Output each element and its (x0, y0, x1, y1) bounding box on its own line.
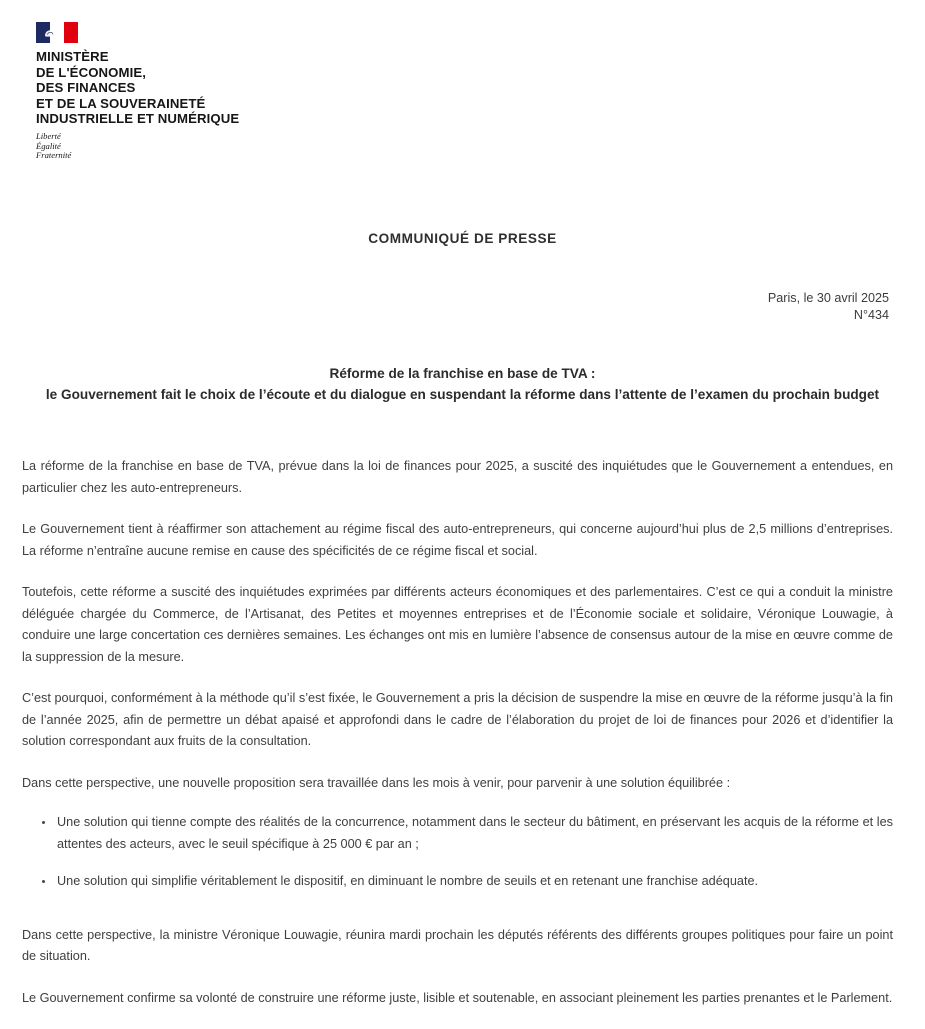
body-paragraph: C’est pourquoi, conformément à la méthode qu’il s’est fixée, le Gouvernement a pris la décision de suspendre la mise en œuvre de la réforme jusqu’à la fin de l’année 2025, afin de permettre un débat apaisé et approfondi dans le cadre de l’élaboration du projet de loi de finances pour 2026 et d’identifier la solution correspondant aux fruits de la consultation. (22, 691, 893, 748)
body-paragraph: Le Gouvernement tient à réaffirmer son attachement au régime fiscal des auto-entrepreneurs, qui concerne aujourd’hui plus de 2,5 millions d’entreprises. La réforme n’entraîne aucune remise en cause des spécificités de ce régime fiscal et social. (22, 522, 893, 558)
motto-line-liberte: Liberté (36, 130, 61, 141)
ministry-name-line: DES FINANCES (36, 80, 136, 96)
french-flag-logo (36, 22, 78, 43)
page-title (22, 363, 903, 405)
document-kicker: COMMUNIQUÉ DE PRESSE (368, 231, 557, 246)
body-paragraph: Toutefois, cette réforme a suscité des inquiétudes exprimées par différents acteurs économiques et des parlementaires. C’est ce qui a conduit la ministre déléguée chargée du Commerce, de l’Artisanat, des Petites et moyennes entreprises et de l’Économie sociale et solidaire, Véronique Louwagie, à conduire une large concertation ces dernières semaines. Les échanges ont mis en lumière l’absence de consensus autour de la mise en œuvre comme de la suppression de la mesure. (22, 585, 893, 664)
flag-band-red (64, 22, 78, 43)
solutions-list (22, 812, 893, 893)
body-paragraph: La réforme de la franchise en base de TVA, prévue dans la loi de finances pour 2025, a suscité des inquiétudes que le Gouvernement a entendues, en particulier chez les auto-entrepreneurs. (22, 459, 893, 495)
body-paragraph: Dans cette perspective, la ministre Véronique Louwagie, réunira mardi prochain les députés référents des différents groupes politiques pour faire un point de situation. (22, 927, 893, 963)
marianne-icon (41, 25, 63, 40)
ministry-name-line: INDUSTRIELLE ET NUMÉRIQUE (36, 111, 240, 127)
ministry-name-line: MINISTÈRE (36, 49, 109, 64)
page-title-line-1: Réforme de la franchise en base de TVA : (329, 366, 596, 381)
ministry-name-line: ET DE LA SOUVERAINETÉ (36, 95, 206, 111)
spacer (22, 909, 893, 925)
letterhead (36, 22, 356, 161)
document-body (22, 456, 893, 1029)
motto-line-fraternite: Fraternité (36, 150, 72, 161)
body-paragraph: Le Gouvernement confirme sa volonté de construire une réforme juste, lisible et soutenable, en associant pleinement les parties prenantes et le Parlement. (22, 990, 893, 1005)
page-title-line-2: le Gouvernement fait le choix de l’écoute et du dialogue en suspendant la réforme dans l’attente de l’examen du prochain budget (45, 387, 880, 402)
list-item: Une solution qui tienne compte des réalités de la concurrence, notamment dans le secteur du bâtiment, en préservant les acquis de la réforme et les attentes des acteurs, avec le seuil spécifique à 25 000 € par an ; (40, 812, 893, 855)
body-paragraph: Dans cette perspective, une nouvelle proposition sera travaillée dans les mois à venir, pour parvenir à une solution équilibrée : (22, 775, 731, 790)
ministry-name-block (36, 49, 356, 127)
motto-line-egalite: Égalité (36, 140, 61, 151)
ministry-name-line: DE L'ÉCONOMIE, (36, 64, 147, 80)
document-number: N°434 (853, 308, 889, 322)
list-item: Une solution qui simplifie véritablement le dispositif, en diminuant le nombre de seuils et en retenant une franchise adéquate. (40, 871, 893, 893)
dateline (768, 290, 889, 324)
place-and-date: Paris, le 30 avril 2025 (767, 291, 889, 305)
republic-motto (36, 132, 356, 161)
